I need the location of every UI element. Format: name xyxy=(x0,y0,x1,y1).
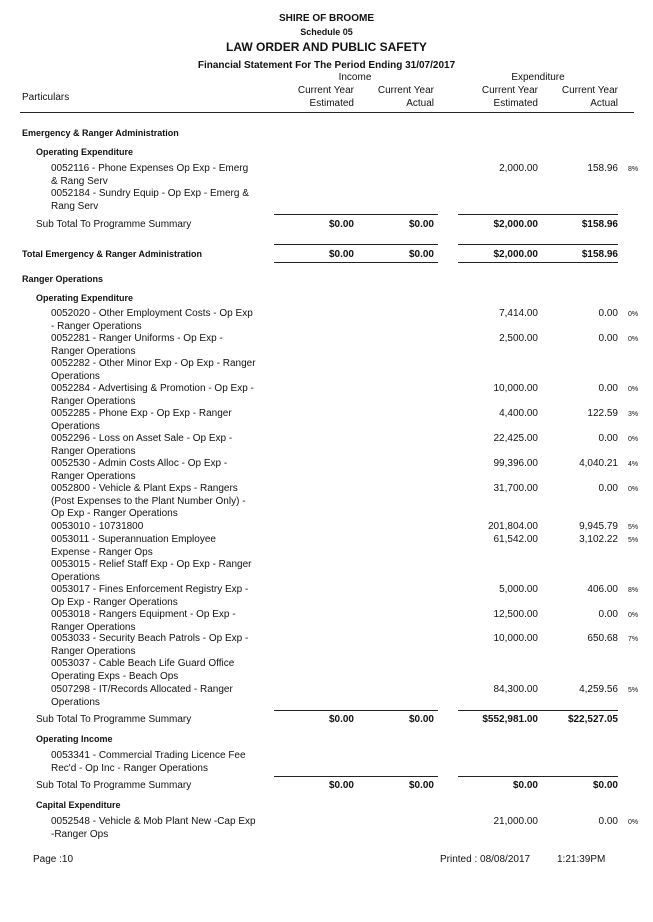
total-rule-exp-top xyxy=(458,244,618,245)
exp-est-header-2: Estimated xyxy=(493,98,538,109)
line-item-percent: 0% xyxy=(628,311,639,318)
subtotal-inc-act: $0.00 xyxy=(408,714,434,725)
line-item-description: 0052296 - Loss on Asset Sale - Op Exp - Ranger Operations xyxy=(51,433,233,457)
emergency-op-exp-heading: Operating Expenditure xyxy=(36,147,134,157)
org-name: SHIRE OF BROOME xyxy=(278,13,374,24)
line-item-exp-actual: 4,259.56 xyxy=(579,684,618,695)
subtotal-exp-act: $22,527.05 xyxy=(567,714,618,725)
line-item-description: 0052281 - Ranger Uniforms - Op Exp - Ranger Operations xyxy=(51,333,223,357)
line-item-description: 0053037 - Cable Beach Life Guard Office Operating Exps - Beach Ops xyxy=(51,658,235,682)
income-est-header-2: Estimated xyxy=(309,98,354,109)
income-est-header-1: Current Year xyxy=(297,85,354,96)
line-item-description: 0052282 - Other Minor Exp - Op Exp - Ranger Operations xyxy=(51,358,256,382)
line-item-percent: 5% xyxy=(628,524,639,531)
page-number: Page :10 xyxy=(33,854,74,865)
line-item-percent: 5% xyxy=(628,537,639,544)
line-item-exp-estimated: 21,000.00 xyxy=(493,816,538,827)
subtotal-exp-est: $0.00 xyxy=(512,780,538,791)
subtotal-rule-expenditure xyxy=(458,214,618,215)
line-item-exp-actual: 0.00 xyxy=(598,433,618,444)
total-exp-est: $2,000.00 xyxy=(493,249,538,260)
ranger-op-income-heading: Operating Income xyxy=(36,734,113,744)
line-item-description: 0052116 - Phone Expenses Op Exp - Emerg & Rang Serv xyxy=(51,163,249,187)
line-item-description: 0052020 - Other Employment Costs - Op Exp - Ranger Operations xyxy=(51,308,253,332)
income-act-header-1: Current Year xyxy=(377,85,434,96)
line-item-exp-actual: 0.00 xyxy=(598,333,618,344)
line-item-percent: 0% xyxy=(628,386,639,393)
ranger-capital-exp-heading: Capital Expenditure xyxy=(36,800,121,810)
line-item-description: 0053341 - Commercial Trading Licence Fee Rec'd - Op Inc - Ranger Operations xyxy=(51,750,246,774)
section-title-emergency: Emergency & Ranger Administration xyxy=(22,128,179,138)
line-item-percent: 0% xyxy=(628,436,639,443)
subtotal-exp-act: $0.00 xyxy=(592,780,618,791)
line-item-description: 0053018 - Rangers Equipment - Op Exp - Ranger Operations xyxy=(51,609,236,633)
subtotal-rule-income xyxy=(274,776,438,777)
line-item-exp-estimated: 201,804.00 xyxy=(487,521,538,532)
line-item-percent: 8% xyxy=(628,166,639,173)
line-item-exp-estimated: 31,700.00 xyxy=(493,483,538,494)
subtotal-exp-est: $2,000.00 xyxy=(493,219,538,230)
line-item-exp-estimated: 5,000.00 xyxy=(499,584,538,595)
line-item-description: 0052548 - Vehicle & Mob Plant New -Cap Exp -Ranger Ops xyxy=(51,816,256,840)
line-item-description: 0052285 - Phone Exp - Op Exp - Ranger Operations xyxy=(51,408,232,432)
line-item-percent: 0% xyxy=(628,612,639,619)
line-item-percent: 0% xyxy=(628,486,639,493)
subtotal-label: Sub Total To Programme Summary xyxy=(36,780,192,791)
line-item-percent: 0% xyxy=(628,336,639,343)
line-item-description: 0052530 - Admin Costs Alloc - Op Exp - Ranger Operations xyxy=(51,458,228,482)
page-title: LAW ORDER AND PUBLIC SAFETY xyxy=(226,40,427,54)
subtotal-inc-est: $0.00 xyxy=(328,219,354,230)
subtotal-exp-est: $552,981.00 xyxy=(482,714,538,725)
line-item-exp-actual: 122.59 xyxy=(587,408,618,419)
line-item-description: 0053010 - 10731800 xyxy=(51,521,144,532)
total-rule-exp-bottom xyxy=(458,262,618,263)
income-header: Income xyxy=(338,72,372,83)
line-item-exp-estimated: 61,542.00 xyxy=(493,534,538,545)
total-inc-act: $0.00 xyxy=(408,249,434,260)
line-item-description: 0052184 - Sundry Equip - Op Exp - Emerg & Rang Serv xyxy=(51,188,249,212)
subtotal-rule-income xyxy=(274,214,438,215)
subtotal-inc-est: $0.00 xyxy=(328,780,354,791)
exp-act-header-2: Actual xyxy=(590,98,618,109)
header-rule xyxy=(20,112,634,113)
statement-subtitle: Financial Statement For The Period Ending 31/07/2017 xyxy=(197,60,456,71)
line-item-exp-actual: 0.00 xyxy=(598,483,618,494)
line-item-exp-estimated: 7,414.00 xyxy=(499,308,538,319)
section-title-ranger: Ranger Operations xyxy=(22,274,104,284)
line-item-exp-actual: 0.00 xyxy=(598,383,618,394)
line-item-percent: 5% xyxy=(628,687,639,694)
line-item-exp-estimated: 10,000.00 xyxy=(493,383,538,394)
line-item-exp-estimated: 99,396.00 xyxy=(493,458,538,469)
line-item-exp-actual: 0.00 xyxy=(598,816,618,827)
subtotal-inc-act: $0.00 xyxy=(408,780,434,791)
total-emergency-label: Total Emergency & Ranger Administration xyxy=(22,249,203,259)
printed-date: Printed : 08/08/2017 xyxy=(440,854,531,865)
particulars-header: Particulars xyxy=(22,92,70,103)
line-item-exp-estimated: 84,300.00 xyxy=(493,684,538,695)
line-item-percent: 4% xyxy=(628,461,639,468)
line-item-exp-estimated: 4,400.00 xyxy=(499,408,538,419)
total-exp-act: $158.96 xyxy=(581,249,618,260)
line-item-exp-estimated: 22,425.00 xyxy=(493,433,538,444)
line-item-exp-actual: 0.00 xyxy=(598,609,618,620)
subtotal-label: Sub Total To Programme Summary xyxy=(36,219,192,230)
line-item-percent: 3% xyxy=(628,411,639,418)
line-item-percent: 8% xyxy=(628,587,639,594)
line-item-exp-actual: 406.00 xyxy=(587,584,618,595)
line-item-exp-estimated: 12,500.00 xyxy=(493,609,538,620)
printed-time: 1:21:39PM xyxy=(557,854,606,865)
line-item-exp-actual: 4,040.21 xyxy=(579,458,618,469)
line-item-exp-actual: 650.68 xyxy=(587,633,618,644)
line-item-description: 0052800 - Vehicle & Plant Exps - Rangers (Post Expenses to the Plant Number Only) - Op Exp - Ranger Operations xyxy=(51,483,246,519)
line-item-exp-estimated: 2,500.00 xyxy=(499,333,538,344)
line-item-percent: 0% xyxy=(628,819,639,826)
line-item-description: 0052284 - Advertising & Promotion - Op Exp - Ranger Operations xyxy=(51,383,254,407)
line-item-description: 0507298 - IT/Records Allocated - Ranger Operations xyxy=(51,684,233,708)
subtotal-rule-expenditure xyxy=(458,776,618,777)
subtotal-rule-income xyxy=(274,710,438,711)
line-item-description: 0053011 - Superannuation Employee Expense - Ranger Ops xyxy=(51,534,216,558)
total-rule-income-top xyxy=(274,244,438,245)
line-item-exp-estimated: 2,000.00 xyxy=(499,163,538,174)
subtotal-rule-expenditure xyxy=(458,710,618,711)
ranger-op-exp-heading: Operating Expenditure xyxy=(36,293,134,303)
line-item-exp-estimated: 10,000.00 xyxy=(493,633,538,644)
income-act-header-2: Actual xyxy=(406,98,434,109)
exp-act-header-1: Current Year xyxy=(561,85,618,96)
total-rule-income-bottom xyxy=(274,262,438,263)
line-item-exp-actual: 3,102.22 xyxy=(579,534,618,545)
subtotal-inc-est: $0.00 xyxy=(328,714,354,725)
subtotal-label: Sub Total To Programme Summary xyxy=(36,714,192,725)
line-item-description: 0053015 - Relief Staff Exp - Op Exp - Ranger Operations xyxy=(51,559,252,583)
line-item-description: 0053017 - Fines Enforcement Registry Exp - Op Exp - Ranger Operations xyxy=(51,584,249,608)
line-item-percent: 7% xyxy=(628,636,639,643)
line-item-exp-actual: 0.00 xyxy=(598,308,618,319)
line-item-description: 0053033 - Security Beach Patrols - Op Exp - Ranger Operations xyxy=(51,633,249,657)
subtotal-inc-act: $0.00 xyxy=(408,219,434,230)
exp-est-header-1: Current Year xyxy=(481,85,538,96)
schedule-label: Schedule 05 xyxy=(300,27,353,37)
subtotal-exp-act: $158.96 xyxy=(581,219,618,230)
expenditure-header: Expenditure xyxy=(511,72,565,83)
line-item-exp-actual: 9,945.79 xyxy=(579,521,618,532)
total-inc-est: $0.00 xyxy=(328,249,354,260)
line-item-exp-actual: 158.96 xyxy=(587,163,618,174)
